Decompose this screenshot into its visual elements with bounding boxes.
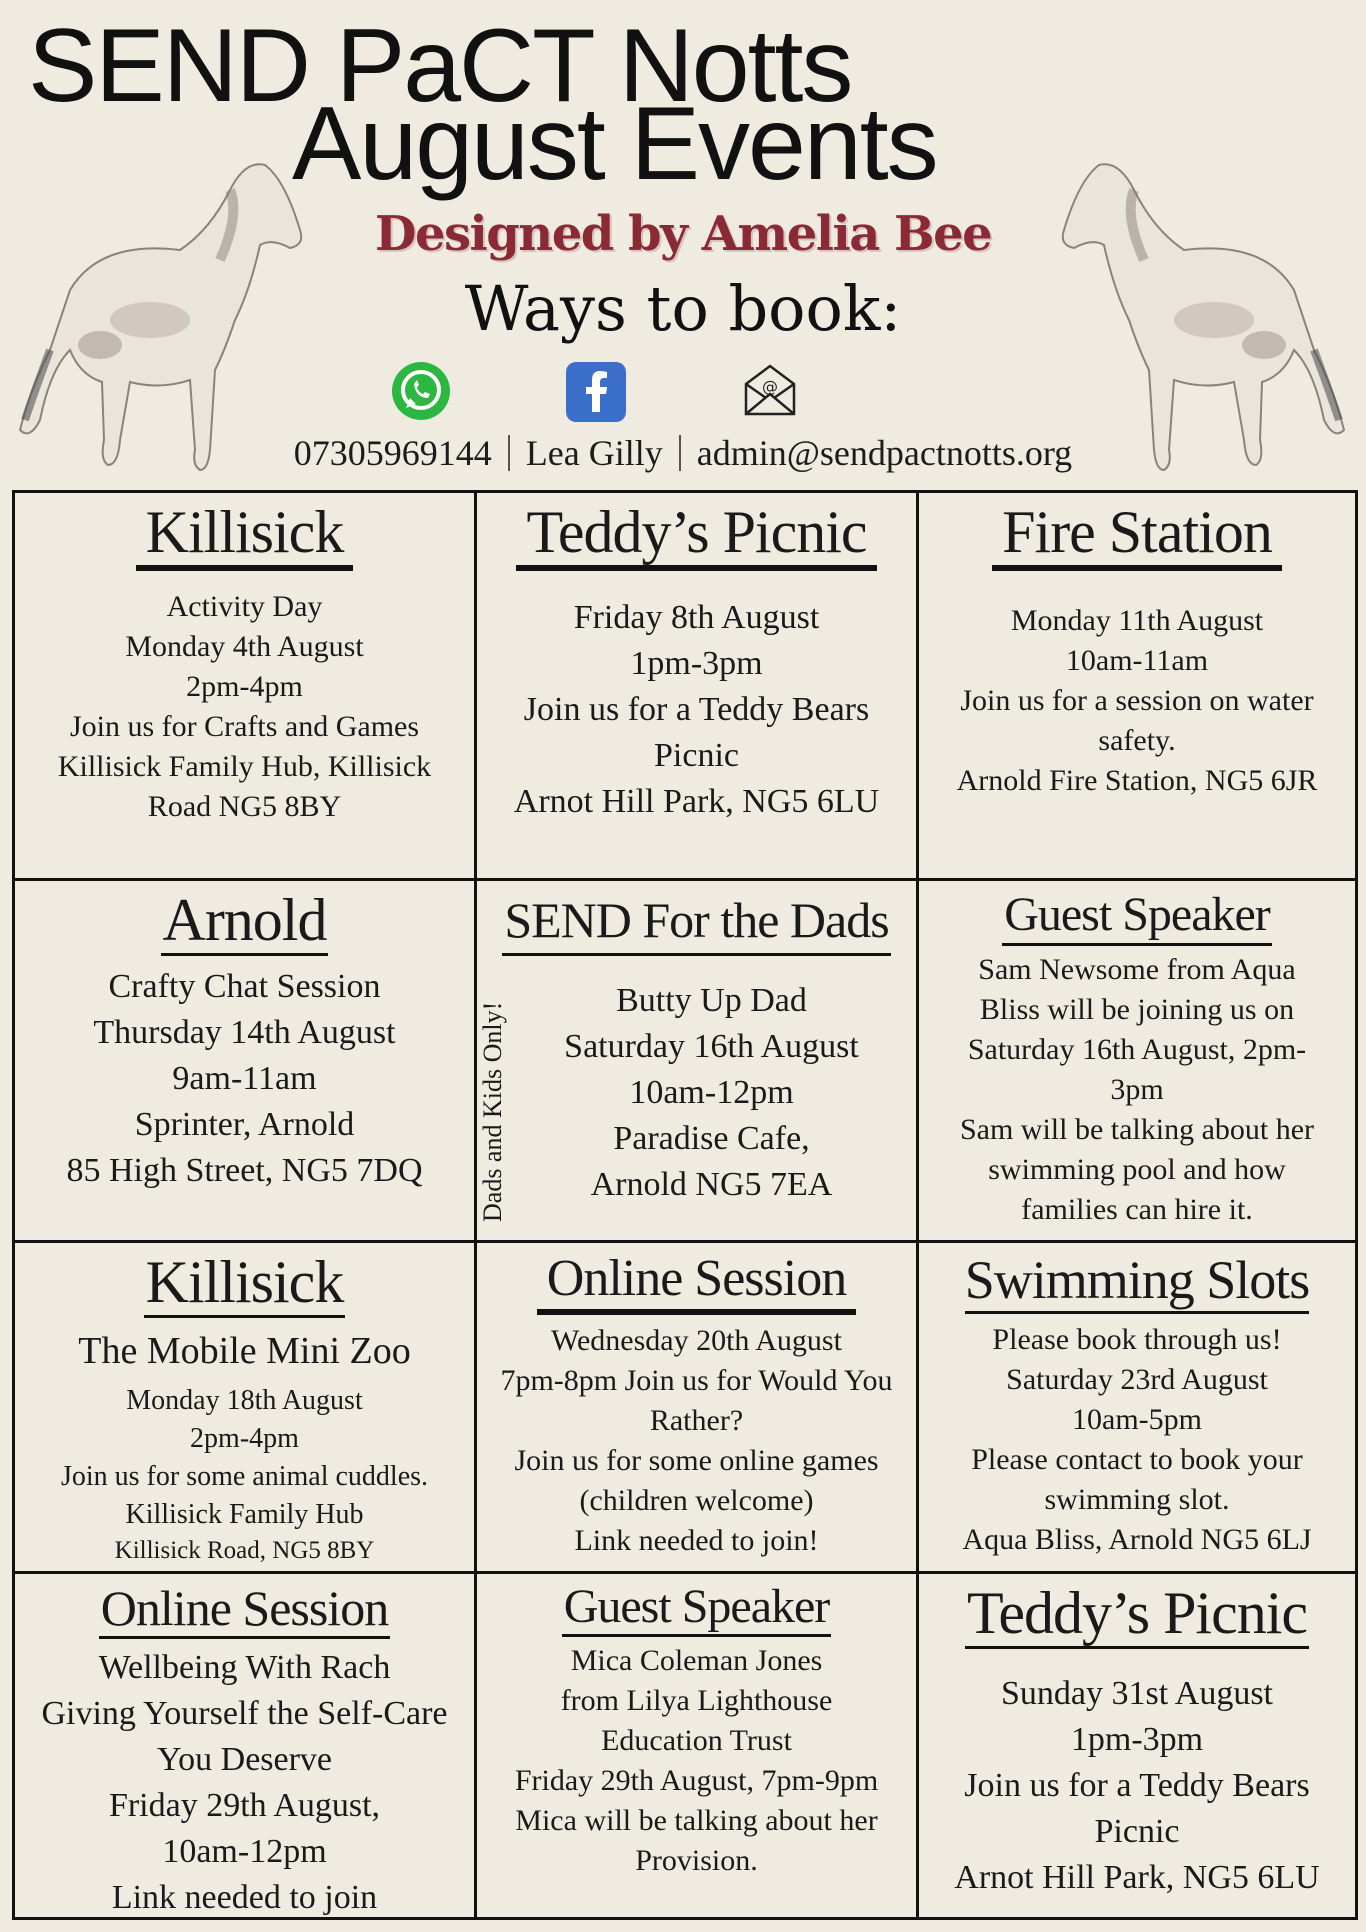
event-line: 10am-12pm [629,1074,794,1111]
email-address[interactable]: admin@sendpactnotts.org [696,433,1073,473]
event-card [919,881,1355,1240]
event-line: Bliss will be joining us on [979,993,1295,1026]
event-line: Killisick Road, NG5 8BY [114,1537,375,1564]
event-line: 10am-5pm [1072,1403,1202,1436]
event-line: Paradise Cafe, [613,1120,810,1157]
event-line: Mica will be talking about her [515,1804,878,1837]
event-line: Picnic [654,737,739,774]
event-line: (children welcome) [579,1484,814,1517]
event-line: safety. [1098,724,1176,757]
page-title-line2: August Events [292,86,937,202]
page-title-line1: SEND PaCT Notts [28,8,852,124]
event-card [477,1574,916,1917]
event-line: Join us for some animal cuddles. [60,1461,429,1492]
event-card [477,1243,916,1571]
event-card [15,1574,474,1917]
event-line: Please book through us! [992,1323,1282,1356]
event-title: Arnold [161,887,329,956]
event-line: 3pm [1110,1073,1164,1106]
event-line: Saturday 16th August [564,1028,859,1065]
event-line: Education Trust [601,1724,792,1757]
event-title: Guest Speaker [1002,887,1272,946]
event-card [919,1243,1355,1571]
event-line: Activity Day [166,590,323,623]
event-line: families can hire it. [1021,1193,1253,1226]
divider [508,435,510,471]
event-line: Sprinter, Arnold [134,1106,355,1143]
event-line: Thursday 14th August [93,1014,396,1051]
event-line: Friday 29th August, [108,1787,381,1824]
svg-text:@: @ [762,377,778,396]
event-line: 1pm-3pm [1070,1721,1204,1758]
event-title: Killisick [144,1249,346,1318]
facebook-icon [564,360,628,424]
facebook-name[interactable]: Lea Gilly [525,433,663,473]
event-title: Online Session [99,1580,390,1639]
event-title: Online Session [537,1249,856,1315]
event-line: Wellbeing With Rach [98,1649,391,1686]
event-line: Join us for a Teddy Bears [523,691,870,728]
horse-illustration-right [1054,120,1354,480]
event-line: 1pm-3pm [630,645,763,682]
event-line: Link needed to join [111,1879,378,1916]
event-line: 2pm-4pm [190,1423,299,1454]
event-subtitle: The Mobile Mini Zoo [78,1330,411,1372]
event-line: Sam Newsome from Aqua [978,953,1296,986]
event-line: 10am-11am [1065,644,1209,677]
event-line: You Deserve [156,1741,333,1778]
event-title: Swimming Slots [965,1249,1310,1314]
event-line: Arnold NG5 7EA [590,1166,833,1203]
event-card [477,493,916,878]
phone-number[interactable]: 07305969144 [293,433,492,473]
event-line: swimming pool and how [988,1153,1286,1186]
whatsapp-icon [390,360,452,422]
email-icon [742,362,798,418]
event-card [919,1574,1355,1917]
event-line: Monday 18th August [126,1385,363,1416]
event-line: Join us for some online games [514,1444,879,1477]
event-line: Monday 4th August [125,630,364,663]
event-title: Fire Station [992,499,1282,571]
event-title: Teddy’s Picnic [965,1580,1309,1649]
event-line: Provision. [635,1844,758,1877]
event-line: Giving Yourself the Self-Care [41,1695,448,1732]
event-line: Arnold Fire Station, NG5 6JR [956,764,1318,797]
event-line: Arnot Hill Park, NG5 6LU [954,1859,1320,1896]
event-line: Mica Coleman Jones [570,1644,823,1677]
event-title: SEND For the Dads [502,887,890,956]
event-line: Aqua Bliss, Arnold NG5 6LJ [962,1523,1312,1556]
event-line: Butty Up Dad [616,982,807,1019]
event-line: 85 High Street, NG5 7DQ [66,1152,423,1189]
contact-details [0,432,1366,474]
event-line: Monday 11th August [1010,604,1264,637]
event-line: Join us for a session on water [960,684,1314,717]
event-line: 2pm-4pm [186,670,303,703]
event-line: Crafty Chat Session [108,968,381,1005]
event-title: Guest Speaker [562,1580,832,1637]
dads-only-note: Dads and Kids Only! [478,1001,507,1222]
event-card [15,1243,474,1571]
event-line: Friday 29th August, 7pm-9pm [514,1764,879,1797]
ways-to-book-heading: Ways to book: [464,272,902,345]
divider [679,435,681,471]
event-line: from Lilya Lighthouse [560,1684,833,1717]
event-line: Saturday 23rd August [1006,1363,1268,1396]
event-line: Sunday 31st August [1000,1675,1274,1712]
event-line: Rather? [649,1404,744,1437]
event-card [919,493,1355,878]
event-line: 10am-12pm [162,1833,327,1870]
event-line: Friday 8th August [573,599,820,636]
event-line: Please contact to book your [971,1443,1303,1476]
event-line: swimming slot. [1044,1483,1230,1516]
event-line: 9am-11am [172,1060,317,1097]
event-card [15,881,474,1240]
designer-credit: Designed by Amelia Bee [374,206,992,262]
event-card [15,493,474,878]
event-line: Wednesday 20th August [551,1324,842,1357]
event-title: Killisick [136,499,354,571]
event-line: Join us for Crafts and Games [69,710,420,743]
event-line: Picnic [1094,1813,1180,1850]
event-line: Killisick Family Hub [125,1499,364,1530]
event-line: Killisick Family Hub, Killisick [57,750,432,783]
event-line: Sam will be talking about her [959,1113,1315,1146]
event-line: Saturday 16th August, 2pm- [967,1033,1307,1066]
event-line: Link needed to join! [574,1524,819,1557]
horse-illustration-left [10,120,310,480]
event-line: Join us for a Teddy Bears [964,1767,1310,1804]
event-line: 7pm-8pm Join us for Would You [500,1364,893,1397]
event-title: Teddy’s Picnic [516,499,876,571]
event-line: Road NG5 8BY [147,790,342,823]
event-card [477,881,916,1240]
events-grid [12,490,1358,1920]
event-line: Arnot Hill Park, NG5 6LU [513,783,880,820]
